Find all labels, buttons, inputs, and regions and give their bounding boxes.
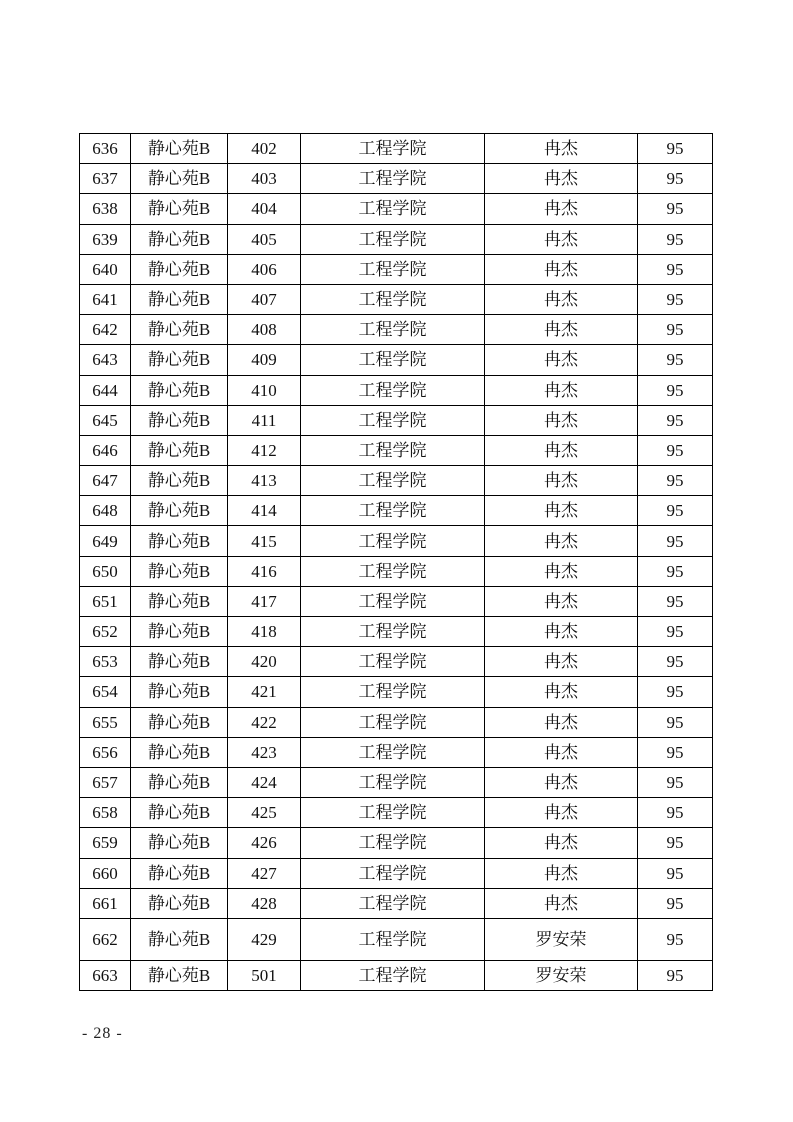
building-cell: 静心苑B bbox=[131, 164, 228, 194]
building-cell: 静心苑B bbox=[131, 556, 228, 586]
college-cell: 工程学院 bbox=[301, 586, 485, 616]
room-number-cell: 410 bbox=[228, 375, 301, 405]
building-cell: 静心苑B bbox=[131, 435, 228, 465]
counselor-cell: 冉杰 bbox=[485, 194, 638, 224]
counselor-cell: 冉杰 bbox=[485, 315, 638, 345]
building-cell: 静心苑B bbox=[131, 375, 228, 405]
counselor-cell: 冉杰 bbox=[485, 224, 638, 254]
college-cell: 工程学院 bbox=[301, 134, 485, 164]
row-number-cell: 638 bbox=[80, 194, 131, 224]
college-cell: 工程学院 bbox=[301, 918, 485, 960]
college-cell: 工程学院 bbox=[301, 405, 485, 435]
score-cell: 95 bbox=[638, 707, 713, 737]
row-number-cell: 652 bbox=[80, 617, 131, 647]
room-number-cell: 412 bbox=[228, 435, 301, 465]
building-cell: 静心苑B bbox=[131, 888, 228, 918]
building-cell: 静心苑B bbox=[131, 194, 228, 224]
score-cell: 95 bbox=[638, 617, 713, 647]
building-cell: 静心苑B bbox=[131, 586, 228, 616]
building-cell: 静心苑B bbox=[131, 496, 228, 526]
table-row bbox=[80, 435, 713, 465]
score-cell: 95 bbox=[638, 888, 713, 918]
room-number-cell: 425 bbox=[228, 798, 301, 828]
building-cell: 静心苑B bbox=[131, 858, 228, 888]
room-number-cell: 407 bbox=[228, 284, 301, 314]
room-number-cell: 501 bbox=[228, 960, 301, 990]
counselor-cell: 冉杰 bbox=[485, 164, 638, 194]
counselor-cell: 冉杰 bbox=[485, 345, 638, 375]
building-cell: 静心苑B bbox=[131, 617, 228, 647]
score-cell: 95 bbox=[638, 677, 713, 707]
college-cell: 工程学院 bbox=[301, 858, 485, 888]
table-row bbox=[80, 375, 713, 405]
row-number-cell: 662 bbox=[80, 918, 131, 960]
score-cell: 95 bbox=[638, 737, 713, 767]
room-number-cell: 427 bbox=[228, 858, 301, 888]
score-cell: 95 bbox=[638, 224, 713, 254]
building-cell: 静心苑B bbox=[131, 466, 228, 496]
row-number-cell: 644 bbox=[80, 375, 131, 405]
score-cell: 95 bbox=[638, 960, 713, 990]
college-cell: 工程学院 bbox=[301, 737, 485, 767]
table-row bbox=[80, 254, 713, 284]
row-number-cell: 645 bbox=[80, 405, 131, 435]
row-number-cell: 646 bbox=[80, 435, 131, 465]
table-row bbox=[80, 888, 713, 918]
row-number-cell: 655 bbox=[80, 707, 131, 737]
counselor-cell: 冉杰 bbox=[485, 134, 638, 164]
counselor-cell: 罗安荣 bbox=[485, 960, 638, 990]
college-cell: 工程学院 bbox=[301, 375, 485, 405]
building-cell: 静心苑B bbox=[131, 767, 228, 797]
room-number-cell: 405 bbox=[228, 224, 301, 254]
counselor-cell: 冉杰 bbox=[485, 677, 638, 707]
table-row bbox=[80, 617, 713, 647]
building-cell: 静心苑B bbox=[131, 405, 228, 435]
row-number-cell: 649 bbox=[80, 526, 131, 556]
counselor-cell: 冉杰 bbox=[485, 647, 638, 677]
row-number-cell: 639 bbox=[80, 224, 131, 254]
score-cell: 95 bbox=[638, 586, 713, 616]
row-number-cell: 636 bbox=[80, 134, 131, 164]
room-number-cell: 423 bbox=[228, 737, 301, 767]
counselor-cell: 冉杰 bbox=[485, 737, 638, 767]
room-number-cell: 428 bbox=[228, 888, 301, 918]
counselor-cell: 冉杰 bbox=[485, 405, 638, 435]
table-row bbox=[80, 647, 713, 677]
row-number-cell: 660 bbox=[80, 858, 131, 888]
counselor-cell: 冉杰 bbox=[485, 798, 638, 828]
score-cell: 95 bbox=[638, 556, 713, 586]
row-number-cell: 661 bbox=[80, 888, 131, 918]
row-number-cell: 643 bbox=[80, 345, 131, 375]
room-number-cell: 426 bbox=[228, 828, 301, 858]
room-number-cell: 415 bbox=[228, 526, 301, 556]
room-number-cell: 424 bbox=[228, 767, 301, 797]
counselor-cell: 冉杰 bbox=[485, 617, 638, 647]
college-cell: 工程学院 bbox=[301, 556, 485, 586]
counselor-cell: 冉杰 bbox=[485, 284, 638, 314]
row-number-cell: 640 bbox=[80, 254, 131, 284]
row-number-cell: 659 bbox=[80, 828, 131, 858]
room-number-cell: 420 bbox=[228, 647, 301, 677]
college-cell: 工程学院 bbox=[301, 828, 485, 858]
table-row bbox=[80, 526, 713, 556]
counselor-cell: 冉杰 bbox=[485, 435, 638, 465]
college-cell: 工程学院 bbox=[301, 254, 485, 284]
college-cell: 工程学院 bbox=[301, 798, 485, 828]
building-cell: 静心苑B bbox=[131, 918, 228, 960]
college-cell: 工程学院 bbox=[301, 435, 485, 465]
counselor-cell: 冉杰 bbox=[485, 375, 638, 405]
building-cell: 静心苑B bbox=[131, 345, 228, 375]
dormitory-score-table bbox=[79, 133, 713, 991]
score-cell: 95 bbox=[638, 647, 713, 677]
row-number-cell: 654 bbox=[80, 677, 131, 707]
building-cell: 静心苑B bbox=[131, 737, 228, 767]
table-row bbox=[80, 707, 713, 737]
college-cell: 工程学院 bbox=[301, 617, 485, 647]
room-number-cell: 421 bbox=[228, 677, 301, 707]
counselor-cell: 冉杰 bbox=[485, 586, 638, 616]
row-number-cell: 647 bbox=[80, 466, 131, 496]
room-number-cell: 402 bbox=[228, 134, 301, 164]
row-number-cell: 656 bbox=[80, 737, 131, 767]
score-cell: 95 bbox=[638, 858, 713, 888]
building-cell: 静心苑B bbox=[131, 677, 228, 707]
building-cell: 静心苑B bbox=[131, 798, 228, 828]
college-cell: 工程学院 bbox=[301, 888, 485, 918]
row-number-cell: 642 bbox=[80, 315, 131, 345]
score-cell: 95 bbox=[638, 466, 713, 496]
college-cell: 工程学院 bbox=[301, 496, 485, 526]
score-cell: 95 bbox=[638, 798, 713, 828]
counselor-cell: 冉杰 bbox=[485, 858, 638, 888]
building-cell: 静心苑B bbox=[131, 134, 228, 164]
room-number-cell: 418 bbox=[228, 617, 301, 647]
table-row bbox=[80, 677, 713, 707]
score-cell: 95 bbox=[638, 284, 713, 314]
row-number-cell: 651 bbox=[80, 586, 131, 616]
college-cell: 工程学院 bbox=[301, 194, 485, 224]
table-row bbox=[80, 315, 713, 345]
college-cell: 工程学院 bbox=[301, 466, 485, 496]
room-number-cell: 403 bbox=[228, 164, 301, 194]
page-number: - 28 - bbox=[82, 1025, 123, 1042]
row-number-cell: 641 bbox=[80, 284, 131, 314]
building-cell: 静心苑B bbox=[131, 315, 228, 345]
counselor-cell: 冉杰 bbox=[485, 556, 638, 586]
score-cell: 95 bbox=[638, 496, 713, 526]
counselor-cell: 冉杰 bbox=[485, 496, 638, 526]
table-row bbox=[80, 586, 713, 616]
row-number-cell: 653 bbox=[80, 647, 131, 677]
building-cell: 静心苑B bbox=[131, 526, 228, 556]
counselor-cell: 冉杰 bbox=[485, 254, 638, 284]
counselor-cell: 冉杰 bbox=[485, 526, 638, 556]
building-cell: 静心苑B bbox=[131, 254, 228, 284]
score-cell: 95 bbox=[638, 375, 713, 405]
score-cell: 95 bbox=[638, 254, 713, 284]
college-cell: 工程学院 bbox=[301, 647, 485, 677]
score-cell: 95 bbox=[638, 164, 713, 194]
building-cell: 静心苑B bbox=[131, 707, 228, 737]
score-cell: 95 bbox=[638, 405, 713, 435]
score-cell: 95 bbox=[638, 345, 713, 375]
counselor-cell: 冉杰 bbox=[485, 767, 638, 797]
table-row bbox=[80, 960, 713, 990]
building-cell: 静心苑B bbox=[131, 284, 228, 314]
row-number-cell: 650 bbox=[80, 556, 131, 586]
room-number-cell: 408 bbox=[228, 315, 301, 345]
score-cell: 95 bbox=[638, 315, 713, 345]
table-row bbox=[80, 918, 713, 960]
score-cell: 95 bbox=[638, 194, 713, 224]
college-cell: 工程学院 bbox=[301, 767, 485, 797]
college-cell: 工程学院 bbox=[301, 315, 485, 345]
row-number-cell: 637 bbox=[80, 164, 131, 194]
table-row bbox=[80, 737, 713, 767]
table-row bbox=[80, 134, 713, 164]
row-number-cell: 658 bbox=[80, 798, 131, 828]
table-row bbox=[80, 466, 713, 496]
college-cell: 工程学院 bbox=[301, 345, 485, 375]
room-number-cell: 409 bbox=[228, 345, 301, 375]
counselor-cell: 罗安荣 bbox=[485, 918, 638, 960]
table-body bbox=[80, 134, 713, 991]
score-cell: 95 bbox=[638, 828, 713, 858]
college-cell: 工程学院 bbox=[301, 224, 485, 254]
table-row bbox=[80, 164, 713, 194]
table-row bbox=[80, 194, 713, 224]
score-cell: 95 bbox=[638, 134, 713, 164]
score-cell: 95 bbox=[638, 767, 713, 797]
table-row bbox=[80, 496, 713, 526]
score-cell: 95 bbox=[638, 526, 713, 556]
room-number-cell: 422 bbox=[228, 707, 301, 737]
row-number-cell: 657 bbox=[80, 767, 131, 797]
score-cell: 95 bbox=[638, 435, 713, 465]
college-cell: 工程学院 bbox=[301, 164, 485, 194]
table-row bbox=[80, 556, 713, 586]
counselor-cell: 冉杰 bbox=[485, 707, 638, 737]
college-cell: 工程学院 bbox=[301, 284, 485, 314]
row-number-cell: 663 bbox=[80, 960, 131, 990]
room-number-cell: 413 bbox=[228, 466, 301, 496]
building-cell: 静心苑B bbox=[131, 647, 228, 677]
room-number-cell: 414 bbox=[228, 496, 301, 526]
table-row bbox=[80, 345, 713, 375]
score-cell: 95 bbox=[638, 918, 713, 960]
counselor-cell: 冉杰 bbox=[485, 466, 638, 496]
building-cell: 静心苑B bbox=[131, 960, 228, 990]
college-cell: 工程学院 bbox=[301, 960, 485, 990]
table-row bbox=[80, 798, 713, 828]
table-row bbox=[80, 858, 713, 888]
table-row bbox=[80, 767, 713, 797]
college-cell: 工程学院 bbox=[301, 526, 485, 556]
counselor-cell: 冉杰 bbox=[485, 828, 638, 858]
room-number-cell: 411 bbox=[228, 405, 301, 435]
row-number-cell: 648 bbox=[80, 496, 131, 526]
room-number-cell: 429 bbox=[228, 918, 301, 960]
building-cell: 静心苑B bbox=[131, 224, 228, 254]
table-row bbox=[80, 828, 713, 858]
table-row bbox=[80, 405, 713, 435]
college-cell: 工程学院 bbox=[301, 677, 485, 707]
counselor-cell: 冉杰 bbox=[485, 888, 638, 918]
room-number-cell: 406 bbox=[228, 254, 301, 284]
building-cell: 静心苑B bbox=[131, 828, 228, 858]
room-number-cell: 417 bbox=[228, 586, 301, 616]
table-row bbox=[80, 224, 713, 254]
college-cell: 工程学院 bbox=[301, 707, 485, 737]
room-number-cell: 404 bbox=[228, 194, 301, 224]
table-row bbox=[80, 284, 713, 314]
room-number-cell: 416 bbox=[228, 556, 301, 586]
